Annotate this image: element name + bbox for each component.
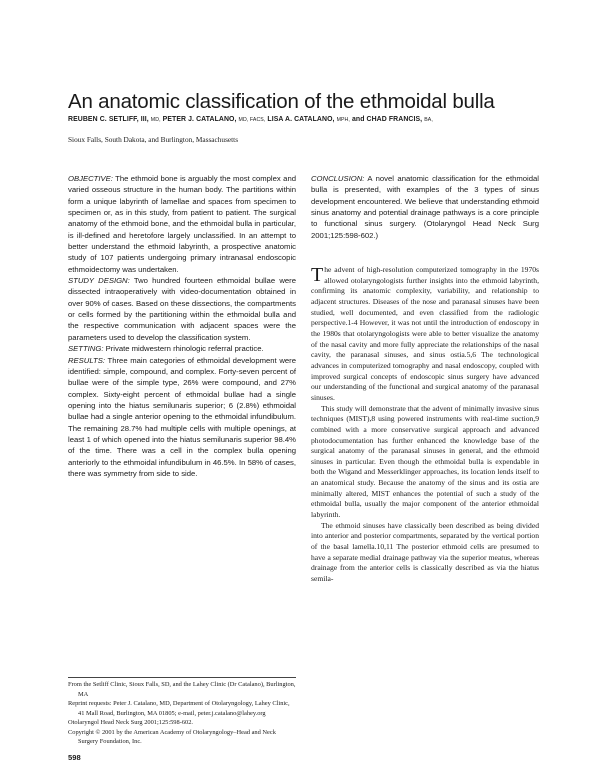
abstract-text: Private midwestern rhinologic referral practice. [103,344,264,354]
article-body [311,265,539,585]
body-paragraph [311,265,539,404]
author-degrees: MD, [150,117,161,123]
abstract-setting [68,343,296,354]
abstract-label: OBJECTIVE: [68,174,113,183]
abstract-right-column [311,173,539,241]
abstract-citation: (Otolaryngol Head Neck Surg 2001;125:598-602.) [311,219,540,240]
footnote-copyright: Copyright © 2001 by the American Academy of Otolaryngology–Head and Neck Surgery Foundation, Inc. [68,728,276,745]
abstract-objective [68,173,296,275]
abstract-left-column [68,173,296,479]
author-list [68,116,568,123]
body-paragraph: The ethmoid sinuses have classically been described as being divided into anterior and posterior compartments, separated by the vertical portion of the basal lamella.10,11 The posterior ethmoid cells are presumed to have a separate medial drainage pathway via the superior meatus, whereas drainage from the anterior cells is classically described as via the hiatus semila- [311,520,539,584]
body-paragraph-text: he advent of high-resolution computerized tomography in the 1970s allowed otolaryngologists further insights into the ethmoid labyrinth, confirming its anatomic complexity, variability, and relationship to adjacent structures. Diseases of the nose and paranasal sinuses have been studied, well documented, and even classified from the radiologic perspective.1-4 However, it was not until the introduction of endoscopy in the 1980s that otolaryngologists were able to better visualize the anatomy of the nasal cavity and more fully appreciate the relationships of the nasal cavity, the paranasal sinuses, and sinus ostia.5,6 The technological advances in computerized tomography and nasal endoscopy, coupled with improved surgical concepts of endoscopic sinus surgery have advanced our understanding of the functional and surgical anatomy of the paranasal sinuses. [311,265,539,402]
body-paragraph: This study will demonstrate that the advent of minimally invasive sinus techniques (MIST),8 using powered instruments with real-time suction,9 combined with a more conservative surgical approach and advanced photodocumentation has further enhanced the knowledge base of the surgical anatomy of the paranasal sinuses in general, and the ethmoid sinuses in particular. Even though the ethmoidal bulla is expendable in both the Wigand and Messerklinger approaches, its location lends itself to an anatomical study. Because the anatomy of the sinus and its ostia are minimally altered, MIST enhances the potential of such a study of the ethmoidal bulla, usually the major component of the anterior ethmoidal labyrinth. [311,403,539,520]
abstract-label: RESULTS: [68,355,106,365]
author-name: PETER J. CATALANO, [162,116,237,123]
footnote-divider [68,677,296,678]
abstract-results [68,355,296,480]
author-name: LISA A. CATALANO, [267,116,335,123]
article-title: An anatomic classification of the ethmoidal bulla [68,90,495,113]
abstract-text: Three main categories of ethmoidal development were identified: simple, compound, and complex. Forty-seven percent of bullae were of the simple type, 26% were compound, and 27% complex. Sixty-eight percent of ethmoidal bullae had a single opening into the hiatus semilunaris superior; 6 (2.8%) ethmoidal bullae had a single anterior opening to the ethmoidal infundibulum. The remaining 28.7% had multiple cells with multiple openings, at least 1 of which opened into the hiatus semilunaris superior 98.4% of the time. There was a cell in the complex bulla opening anteriorly to the ethmoidal infundibulum in 46.5%. In 58% of cases, there was symmetry from side to side. [68,355,296,478]
author-degrees: BA, [424,117,433,123]
abstract-label: STUDY DESIGN: [68,276,130,286]
author-affiliation: Sioux Falls, South Dakota, and Burlington, Massachusetts [68,135,239,144]
page-number: 598 [68,753,81,762]
abstract-text: Two hundred fourteen ethmoidal bullae were dissected intraoperatively with video-documentation obtained in over 90% of cases. Based on these dissections, the compartments or cells formed by the partitioning within the ethmoidal bulla and the respective communication with adjacent spaces were the parameters used to develop the classification system. [68,276,296,342]
abstract-text: A novel anatomic classification for the ethmoidal bulla is presented, with examples of the 3 types of sinus development encountered. We believe that understanding ethmoid sinus anatomy and potential drainage pathways is a core principle to functional sinus surgery. [311,174,539,229]
author-name: REUBEN C. SETLIFF, III, [68,116,149,123]
drop-cap: T [311,264,324,286]
footnote-journal-citation: Otolaryngol Head Neck Surg 2001;125:598-602. [68,719,194,726]
footnote-affiliation: From the Setliff Clinic, Sioux Falls, SD, and the Lahey Clinic (Dr Catalano), Burlington, MA [68,681,296,698]
abstract-label: SETTING: [68,344,104,354]
author-degrees: MPH, [336,117,350,123]
footnote-reprint-requests: Reprint requests: Peter J. Catalano, MD, Department of Otolaryngology, Lahey Clinic, 41 Mall Road, Burlington, MA 01805; e-mail, peter.j.catalano@lahey.org [68,700,290,717]
author-name: and CHAD FRANCIS, [351,116,423,123]
abstract-text: The ethmoid bone is arguably the most complex and varied osseous structure in the human body. The partitions within form a unique labyrinth of lamellae and spaces from specimen to specimen or, as in this study, from patient to patient. The surgical anatomy of the ethmoid bone, and the ethmoidal bulla in particular, is ill-defined and heretofore largely unclassified. In an attempt to better understand the ethmoid labyrinth, a prospective anatomic study of 107 patients undergoing primary intranasal endoscopic ethmoidectomy was undertaken. [68,174,296,274]
footnotes [68,680,296,747]
abstract-conclusion [311,173,539,241]
author-degrees: MD, FACS, [238,117,266,123]
abstract-label: CONCLUSION: [311,174,365,183]
abstract-study-design [68,275,296,343]
